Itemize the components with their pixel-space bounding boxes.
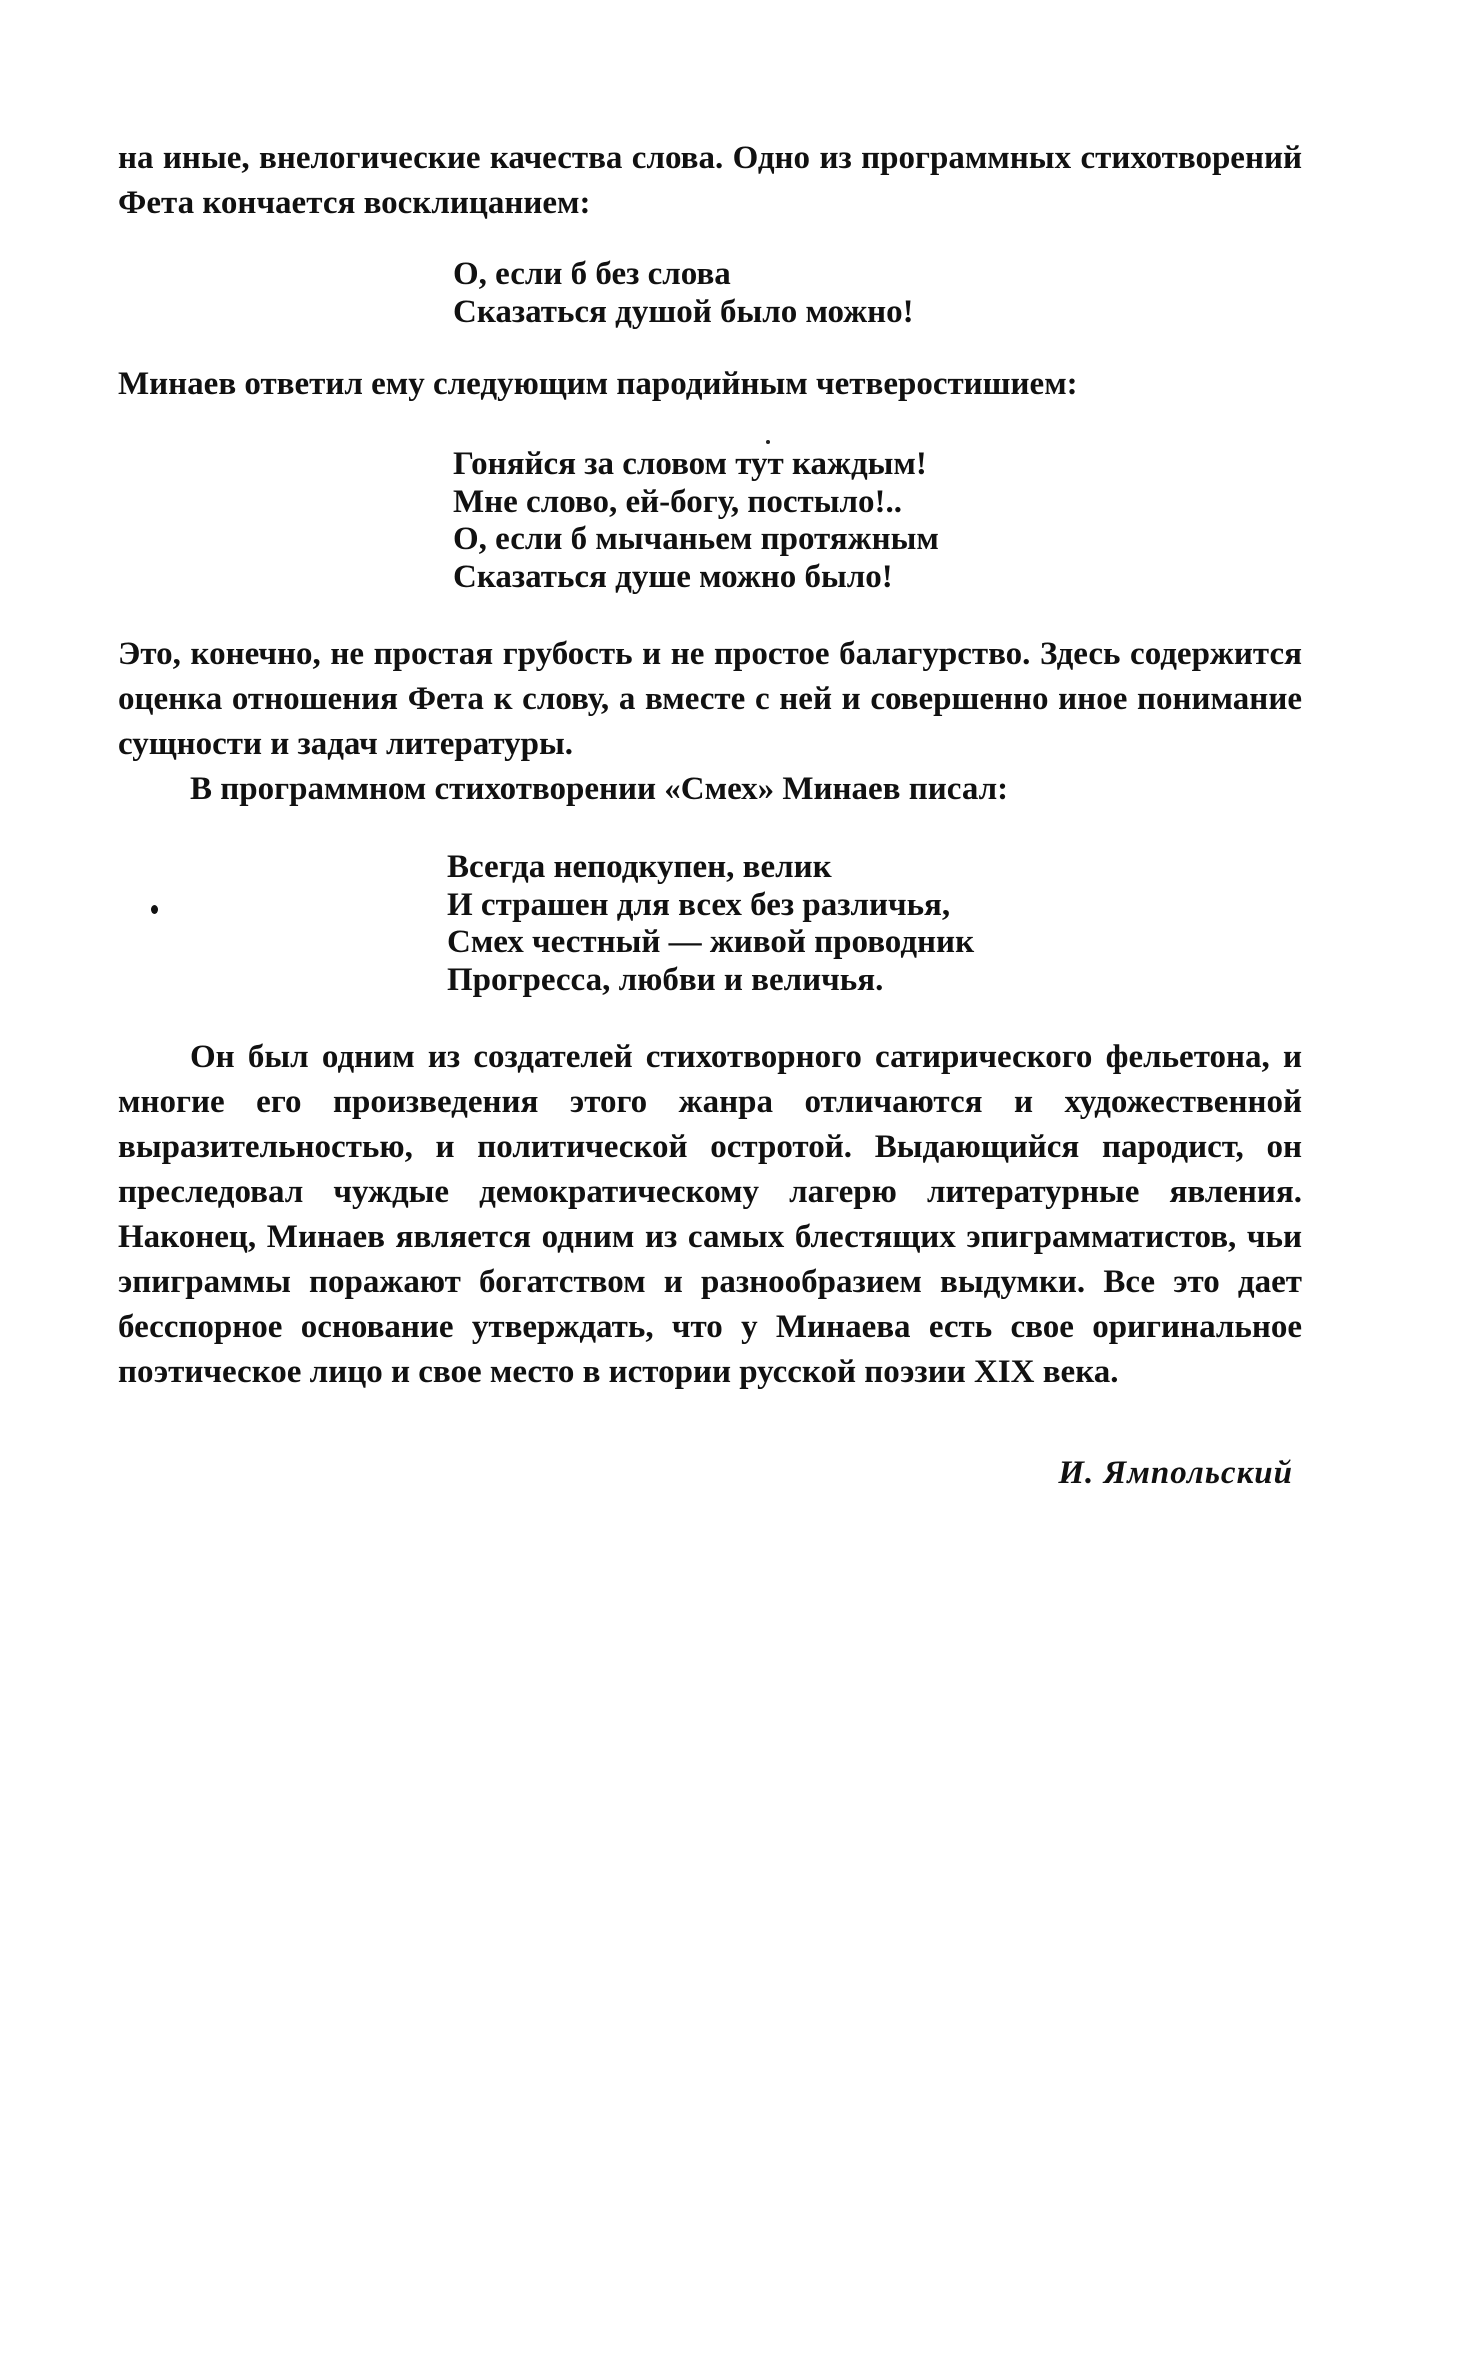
conclusion-paragraph: Он был одним из создателей стихотворного сатирического фельетона, и многие его произведения этого жанра отличаются и художественной выразительностью, и политической остротой. Выдающийся пародист, он преследовал чуждые демократическому лагерю литературные явления. Наконец, Минаев является одним из самых блестящих эпиграмматистов, чьи эпиграммы поражают богатством и разнообразием выдумки. Все это дает бесспорное основание утверждать, что у Минаева есть свое оригинальное поэтическое лицо и свое место в истории русской поэзии XIX века. bbox=[118, 1039, 1302, 1390]
intro-paragraph: на иные, внелогические качества слова. Одно из программных стихотворений Фета кончается восклицанием: bbox=[118, 140, 1302, 221]
verse-fet-quote bbox=[453, 256, 914, 331]
verse-line: Всегда неподкупен, велик bbox=[447, 849, 832, 885]
conclusion-paragraph-block bbox=[118, 1035, 1302, 1395]
verse-line: О, если б мычаньем протяжным bbox=[453, 521, 939, 557]
verse-laughter bbox=[447, 849, 974, 999]
intro-paragraph-block bbox=[118, 136, 1302, 226]
verse-line: О, если б без слова bbox=[453, 256, 731, 292]
print-speck bbox=[766, 440, 770, 444]
verse-line: Прогресса, любви и величья. bbox=[447, 961, 884, 998]
verse-parody-quatrain bbox=[453, 446, 939, 596]
author-signature: И. Ямпольский bbox=[1058, 1455, 1293, 1491]
verse-line: Гоняйся за словом тут каждым! bbox=[453, 446, 927, 482]
commentary-paragraph: Это, конечно, не простая грубость и не простое балагурство. Здесь содержится оценка отношения Фета к слову, а вместе с ней и совершенно иное понимание сущности и задач литературы. bbox=[118, 636, 1302, 762]
verse-line: Сказаться душе можно было! bbox=[453, 558, 893, 595]
print-speck bbox=[151, 905, 158, 914]
minaev-reply-paragraph-block bbox=[118, 362, 1302, 407]
minaev-reply-paragraph: Минаев ответил ему следующим пародийным четверостишием: bbox=[118, 366, 1078, 402]
verse-line: Смех честный — живой проводник bbox=[447, 924, 975, 960]
verse-line: И страшен для всех без различья, bbox=[447, 886, 951, 923]
verse-line: Мне слово, ей-богу, постыло!.. bbox=[453, 483, 903, 520]
commentary-paragraph-block bbox=[118, 632, 1302, 812]
laughter-intro-paragraph: В программном стихотворении «Смех» Минаев писал: bbox=[190, 771, 1009, 807]
verse-line: Сказаться душой было можно! bbox=[453, 293, 914, 330]
